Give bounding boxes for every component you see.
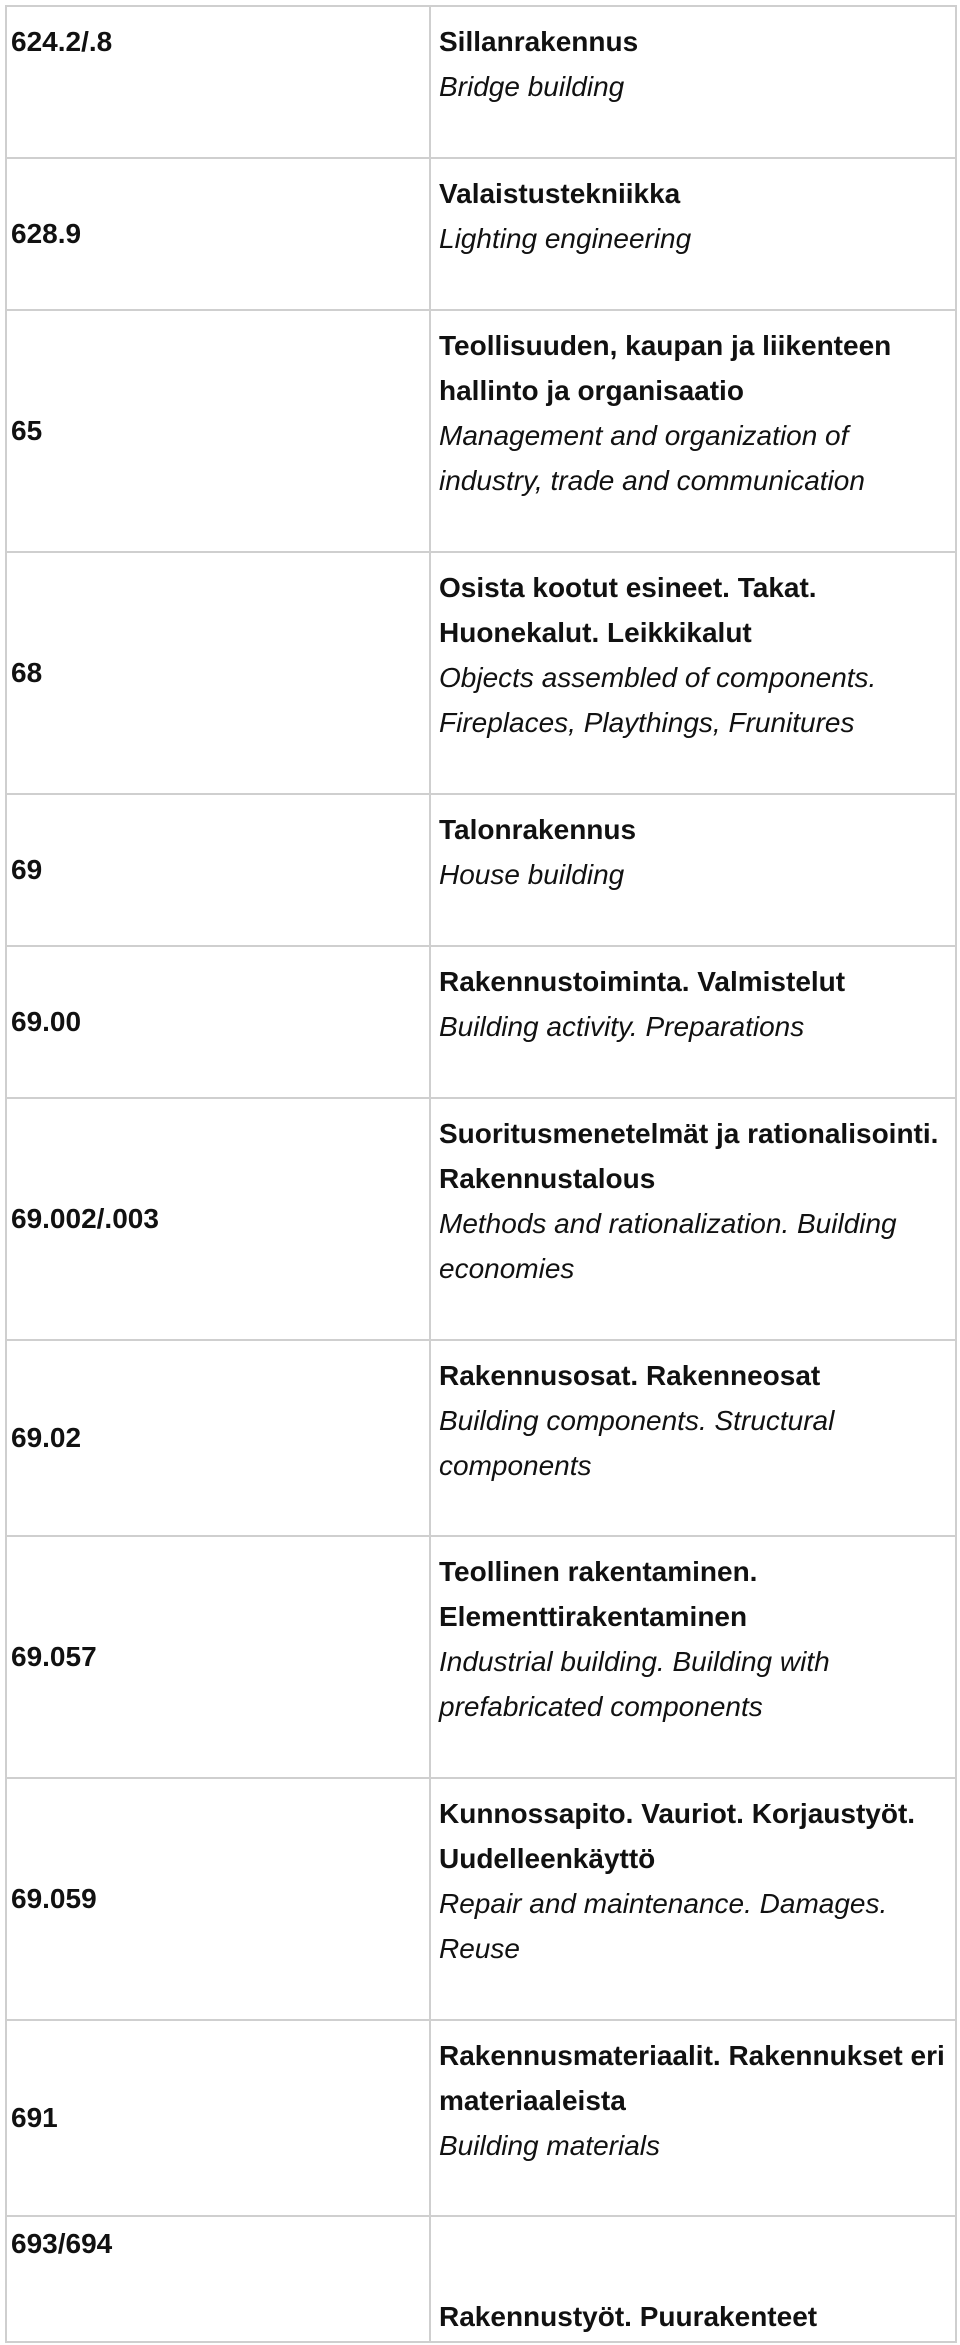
finnish-term: Teollisuuden, kaupan ja liikenteen hallinto ja organisaatio — [439, 330, 892, 406]
udc-code: 691 — [11, 2102, 58, 2133]
udc-code: 69.02 — [11, 1422, 82, 1453]
finnish-term: Talonrakennus — [439, 814, 637, 845]
english-term: Building materials — [439, 2130, 660, 2161]
description-cell — [430, 1098, 956, 1340]
udc-code: 628.9 — [11, 218, 82, 249]
code-cell — [6, 310, 430, 552]
udc-code: 69 — [11, 854, 43, 885]
english-term: Bridge building — [439, 71, 625, 102]
description-cell — [430, 2216, 956, 2342]
description-cell — [430, 2020, 956, 2216]
code-cell — [6, 552, 430, 794]
description-cell — [430, 552, 956, 794]
english-term: Building activity. Preparations — [439, 1011, 805, 1042]
finnish-term: Osista kootut esineet. Takat. Huonekalut. Leikkikalut — [439, 572, 817, 648]
udc-code: 69.002/.003 — [11, 1203, 159, 1234]
table-row — [6, 1340, 956, 1536]
finnish-term: Sillanrakennus — [439, 26, 639, 57]
udc-code: 69.00 — [11, 1006, 82, 1037]
finnish-term: Kunnossapito. Vauriot. Korjaustyöt. Uudelleenkäyttö — [439, 1798, 916, 1874]
finnish-term: Suoritusmenetelmät ja rationalisointi. Rakennustalous — [439, 1118, 939, 1194]
code-cell — [6, 158, 430, 310]
table-row — [6, 1098, 956, 1340]
code-cell — [6, 1778, 430, 2020]
english-term: Management and organization of industry, trade and communication — [439, 420, 865, 496]
table-row — [6, 794, 956, 946]
table-row — [6, 1536, 956, 1778]
table-row — [6, 552, 956, 794]
table-row — [6, 310, 956, 552]
table-row — [6, 946, 956, 1098]
english-term: Building components. Structural components — [439, 1405, 835, 1481]
description-cell — [430, 6, 956, 158]
finnish-term: Teollinen rakentaminen. Elementtirakentaminen — [439, 1556, 758, 1632]
code-cell — [6, 794, 430, 946]
udc-code: 693/694 — [11, 2228, 113, 2259]
english-term: Lighting engineering — [439, 223, 692, 254]
english-term: Methods and rationalization. Building economies — [439, 1208, 897, 1284]
udc-code: 69.057 — [11, 1641, 97, 1672]
udc-code: 624.2/.8 — [11, 26, 113, 57]
udc-code: 65 — [11, 415, 43, 446]
finnish-term: Rakennusosat. Rakenneosat — [439, 1360, 821, 1391]
description-cell — [430, 946, 956, 1098]
table-row — [6, 2216, 956, 2342]
table-row — [6, 2020, 956, 2216]
finnish-term: Valaistustekniikka — [439, 178, 681, 209]
table-row — [6, 158, 956, 310]
description-cell — [430, 158, 956, 310]
english-term: House building — [439, 859, 625, 890]
table-row — [6, 6, 956, 158]
code-cell — [6, 2020, 430, 2216]
code-cell — [6, 946, 430, 1098]
code-cell — [6, 2216, 430, 2342]
description-cell — [430, 794, 956, 946]
description-cell — [430, 1536, 956, 1778]
code-cell — [6, 6, 430, 158]
english-term: Industrial building. Building with prefabricated components — [439, 1646, 830, 1722]
classification-table — [5, 5, 957, 2343]
description-cell — [430, 310, 956, 552]
english-term: Objects assembled of components. Fireplaces, Playthings, Frunitures — [439, 662, 877, 738]
code-cell — [6, 1098, 430, 1340]
udc-code: 69.059 — [11, 1883, 97, 1914]
finnish-term: Rakennusmateriaalit. Rakennukset eri materiaaleista — [439, 2040, 945, 2116]
finnish-term: Rakennustyöt. Puurakenteet — [439, 2301, 818, 2332]
english-term: Repair and maintenance. Damages. Reuse — [439, 1888, 888, 1964]
code-cell — [6, 1340, 430, 1536]
finnish-term: Rakennustoiminta. Valmistelut — [439, 966, 846, 997]
code-cell — [6, 1536, 430, 1778]
description-cell — [430, 1778, 956, 2020]
udc-code: 68 — [11, 657, 43, 688]
description-cell — [430, 1340, 956, 1536]
table-row — [6, 1778, 956, 2020]
